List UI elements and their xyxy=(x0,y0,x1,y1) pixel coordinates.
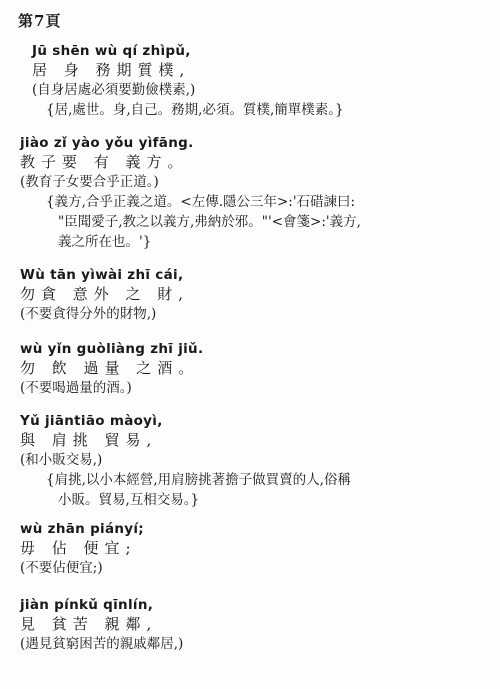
annotation-note xyxy=(20,100,470,120)
annotation-line: 小販。貿易,互相交易。} xyxy=(58,492,200,508)
entry-7 xyxy=(20,596,470,654)
annotation-line: {義方,合乎正義之道。<左傳.隱公三年>:'石碏諫曰: xyxy=(46,194,356,210)
annotation-line: {居,處世。身,自己。務期,必須。質樸,簡單樸素。} xyxy=(46,102,344,118)
pinyin-line: Yǔ jiāntiāo màoyì, xyxy=(20,413,163,429)
annotation-note xyxy=(20,470,470,510)
annotation-line: "臣聞愛子,教之以義方,弗納於邪。"'<會箋>:'義方, xyxy=(58,214,361,230)
chinese-text: 見 貧苦 親鄰, xyxy=(20,615,158,633)
pinyin-line: wù yǐn guòliàng zhī jiǔ. xyxy=(20,341,204,357)
pinyin-line: jiào zǐ yào yǒu yìfāng. xyxy=(20,135,194,151)
entry-1 xyxy=(20,42,470,120)
chinese-text: 勿貪 意外 之 財, xyxy=(20,285,190,303)
chinese-text: 與 肩挑 貿易, xyxy=(20,431,158,449)
entry-2 xyxy=(20,134,470,252)
annotation-line: {肩挑,以小本經營,用肩膀挑著擔子做買賣的人,俗稱 xyxy=(46,472,351,488)
entry-5 xyxy=(20,412,470,510)
chinese-text: 勿 飲 過量 之酒。 xyxy=(20,359,200,377)
annotation-line: 義之所在也。'} xyxy=(58,234,152,250)
chinese-text: 毋 佔 便宜; xyxy=(20,539,137,557)
pinyin-line: jiàn pínkǔ qīnlín, xyxy=(20,597,154,613)
pinyin-line: wù zhān piányí; xyxy=(20,521,145,537)
entry-4 xyxy=(20,340,470,398)
meaning-line: (不要喝過量的酒。) xyxy=(20,380,132,396)
chinese-text: 教子要 有 義方。 xyxy=(20,153,189,171)
meaning-line: (不要佔便宜;) xyxy=(20,560,103,576)
entry-3 xyxy=(20,266,470,324)
entry-6 xyxy=(20,520,470,578)
annotation-note xyxy=(20,192,470,252)
meaning-line: (和小販交易,) xyxy=(20,452,103,468)
pinyin-line: Jū shēn wù qí zhìpǔ, xyxy=(32,43,191,59)
meaning-line: (不要貪得分外的財物,) xyxy=(20,306,157,322)
chinese-text: 居 身 務期質樸, xyxy=(32,61,191,79)
meaning-line: (遇見貧窮困苦的親戚鄰居,) xyxy=(20,636,184,652)
meaning-line: (自身居處必須要勤儉樸素,) xyxy=(32,82,196,98)
pinyin-line: Wù tān yìwài zhī cái, xyxy=(20,267,184,283)
meaning-line: (教育子女要合乎正道。) xyxy=(20,174,159,190)
page-number-label: 第7頁 xyxy=(18,12,62,30)
